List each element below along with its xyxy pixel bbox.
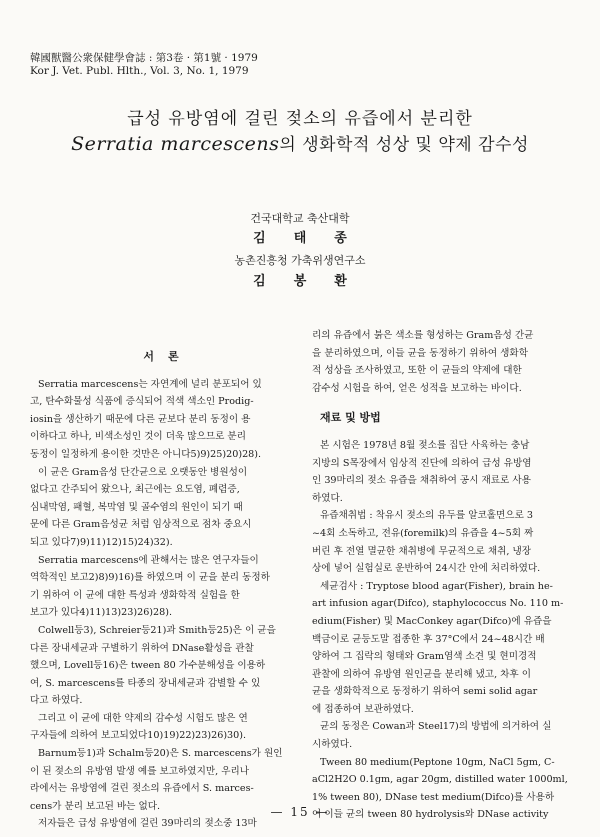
text-line: art infusion agar(Difco), staphylococcus No. 110 m- [312, 598, 564, 610]
text-line: 그리고 이 균에 대한 약제의 감수성 시험도 많은 연 [38, 712, 248, 724]
text-line: 여, S. marcescens를 타종의 장내세균과 감별할 수 있 [30, 677, 261, 689]
section-heading-introduction: 서론 [143, 350, 193, 363]
text-line: 하였다. [312, 492, 343, 504]
text-line: 구자들에 의하여 보고되었다10)19)22)23)26)30). [30, 730, 247, 742]
text-line: 지방의 S목장에서 임상적 진단에 의하여 급성 유방염 [312, 457, 532, 469]
text-line: Colwell등3), Schreier등21)과 Smith등25)은 이 균을 [38, 624, 276, 636]
text-line: aCl2H2O 0.1gm, agar 20gm, distilled water 1000ml, [312, 774, 568, 786]
text-line: 을 분리하였으며, 이들 균을 동정하기 위하여 생화학 [312, 347, 528, 359]
text-line: 심내막염, 패혈, 복막염 및 골수염의 원인이 되기 때 [30, 501, 243, 513]
journal-title-korean: 韓國獸醫公衆保健學會誌 : 第3卷 · 第1號 · 1979 [30, 52, 258, 64]
text-line: 유즙채취법 : 착유시 젖소의 유두를 알코홀면으로 3 [320, 510, 533, 522]
text-line: 균을 생화학적으로 동정하기 위하여 semi solid agar [312, 686, 538, 698]
left-column [30, 348, 306, 833]
text-line: Barnum등1)과 Schalm등20)은 S. marcescens가 원인 [38, 748, 283, 760]
species-name: Serratia marcescens [71, 133, 280, 155]
text-line: 고, 탄수화물성 식품에 증식되어 적색 색소인 Prodig- [30, 396, 254, 408]
text-line: 없다고 간주되어 왔으나, 최근에는 요도염, 폐렴증, [30, 484, 240, 496]
text-line: 했으며, Lovell등16)은 tween 80 가수분해성을 이용하 [30, 660, 266, 672]
text-line: 동정이 일정하게 용이한 것만은 아니다5)9)25)20)28). [30, 448, 262, 460]
text-line: 본 시험은 1978년 8월 젖소를 집단 사육하는 충남 [320, 439, 530, 451]
text-line: Serratia marcescens에 관해서는 많은 연구자들이 [38, 554, 259, 566]
text-line: 관찰에 의하여 유방염 원인균을 분리해 냈고, 차후 이 [312, 668, 532, 680]
text-line: 기 위하여 이 균에 대한 특성과 생화학적 실험을 한 [30, 589, 240, 601]
text-line: edium(Fisher) 및 MacConkey agar(Difco)에 유즙을 [312, 615, 552, 627]
text-line: 문에 다른 Gram음성균 처럼 임상적으로 점차 중요시 [30, 519, 252, 531]
text-line: 시하였다. [312, 739, 353, 751]
text-line: 적 성상을 조사하였고, 또한 이 균들의 약제에 대한 [312, 365, 522, 377]
text-line: Tween 80 medium(Peptone 10gm, NaCl 5gm, C- [320, 756, 555, 768]
journal-title-english: Kor J. Vet. Publ. Hlth., Vol. 3, No. 1, 1979 [30, 65, 249, 77]
section-heading-methods: 재료 및 방법 [320, 411, 381, 425]
text-line: 이 된 젖소의 유방염 발생 예를 보고하였지만, 우리나 [30, 765, 250, 777]
text-line: 다른 장내세균과 구별하기 위하여 DNase활성을 관찰 [30, 642, 254, 654]
text-line: iosin을 생산하기 때문에 다른 균보다 분리 동정이 용 [30, 413, 251, 425]
text-line: 되고 있다7)9)11)12)15)24)32). [30, 536, 173, 548]
text-line: 이하다고 하나, 비색소성인 것이 더욱 많으므로 분리 [30, 431, 246, 443]
right-column [312, 327, 580, 824]
journal-header [30, 52, 258, 78]
paper-title-line2 [0, 130, 600, 155]
author2-name: 김봉환 [253, 274, 375, 289]
text-line: 역학적인 보고2)8)9)16)를 하였으며 이 균을 분리 동정하 [30, 572, 270, 584]
methods-text [312, 437, 580, 824]
paper-title-line2-rest: 의 생화학적 성상 및 약제 감수성 [279, 135, 529, 155]
text-line: cens가 분리 보고된 바는 없다. [30, 800, 161, 812]
text-line: 양하여 그 집락의 형태와 Gram염색 소견 및 현미경적 [312, 651, 537, 663]
text-line: 에 접종하여 보관하였다. [312, 703, 414, 715]
text-line: 여 이들 균의 tween 80 hydrolysis와 DNase activity [312, 809, 549, 821]
text-line: 균의 동정은 Cowan과 Steel17)의 방법에 의거하여 실 [320, 721, 552, 733]
text-line: 1% tween 80), DNase test medium(Difco)를 사용하 [312, 791, 555, 803]
author1-affiliation: 건국대학교 축산대학 [250, 212, 350, 225]
text-line: 라에서는 유방염에 걸린 젖소의 유즙에서 S. marces- [30, 783, 254, 795]
page-number: — 15 — [270, 805, 330, 819]
text-line: 상에 넣어 실험실로 운반하여 24시간 안에 처리하였다. [312, 563, 541, 575]
text-line: 다고 하였다. [30, 695, 83, 707]
text-line: 버린 후 전열 멸균한 채취병에 무균적으로 채취, 냉장 [312, 545, 532, 557]
author2-affiliation: 농촌진흥청 가축위생연구소 [234, 254, 366, 267]
text-line: ~4회 소독하고, 전유(foremilk)의 유즙을 4~5회 짜 [312, 527, 534, 539]
text-line: 백금이로 균등도말 접종한 후 37°C에서 24~48시간 배 [312, 633, 545, 645]
paper-title-line1: 급성 유방염에 걸린 젖소의 유즙에서 분리한 [127, 109, 473, 129]
author1-name: 김태종 [253, 231, 375, 246]
introduction-text-continued [312, 327, 580, 397]
text-line: 인 39마리의 젖소 유즙을 채취하여 공시 재료로 사용 [312, 475, 531, 487]
text-line: 저자들은 급성 유방염에 걸린 39마리의 젖소중 13마 [38, 818, 257, 830]
text-line: 보고가 있다4)11)13)23)26)28). [30, 607, 173, 619]
text-line: 이 균은 Gram음성 단간균으로 오랫동안 병원성이 [38, 466, 248, 478]
introduction-text [30, 376, 306, 833]
text-line: Serratia marcescens는 자연계에 널리 분포되어 있 [38, 378, 262, 390]
text-line: 감수성 시험을 하여, 얻은 성적을 보고하는 바이다. [312, 382, 522, 394]
text-line: 세균검사 : Tryptose blood agar(Fisher), brain he- [320, 580, 553, 592]
text-line: 리의 유즙에서 붉은 색소를 형성하는 Gram음성 간균 [312, 330, 534, 341]
